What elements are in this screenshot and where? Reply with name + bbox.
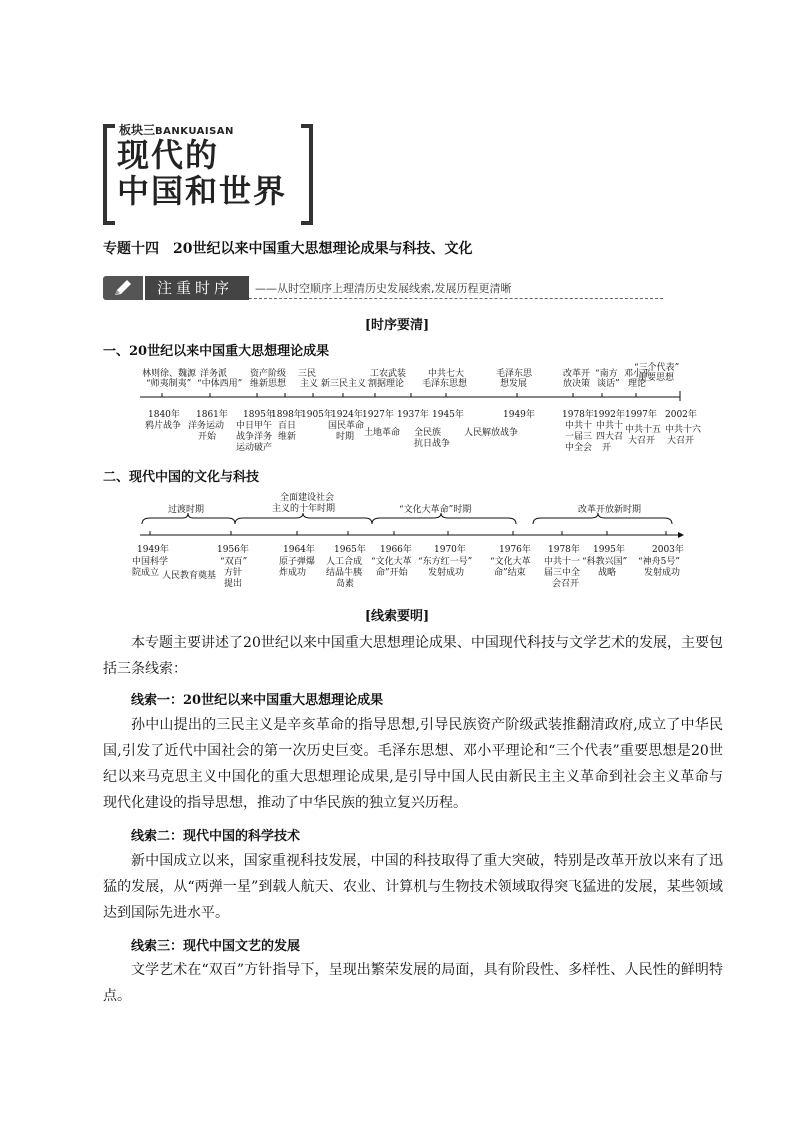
tl1-year-12: 1997年 <box>625 410 657 420</box>
intro-paragraph: 本专题主要讲述了20世纪以来中国重大思想理论成果、中国现代科技与文学艺术的发展，主要包括三条线索： <box>103 635 723 677</box>
tl1-year-8: 1945年 <box>432 410 464 420</box>
tl1-below-2: 开始 <box>198 432 217 442</box>
tl1-below-15: 一届三 <box>565 432 593 442</box>
tl1-year-7: 1937年 <box>397 410 429 420</box>
tl2-below-11: “文化大革 <box>371 557 412 567</box>
tl2-below-0: 中国科学 <box>132 557 169 567</box>
tl2-below-12: 命”开始 <box>376 568 408 578</box>
tl2-below-10: 岛素 <box>336 579 355 589</box>
tl2-year-1: 1956年 <box>217 545 249 555</box>
right-bracket <box>301 124 313 225</box>
tl2-below-21: 战略 <box>598 568 617 578</box>
clue3-text: 文学艺术在“双百”方针指导下，呈现出繁荣发展的局面，具有阶段性、多样性、人民性的鲜明特点。 <box>103 962 723 1004</box>
tl1-below-10: 土地革命 <box>364 428 401 438</box>
tl1-year-3: 1898年 <box>271 410 303 420</box>
tl1-below-13: 人民解放战争 <box>464 428 519 438</box>
left-bracket <box>103 124 115 225</box>
tl1-below-6: 百日 <box>278 421 297 431</box>
tl2-below-13: “东方红一号” <box>418 557 473 567</box>
tl1-above-10: 割据理论 <box>368 379 405 389</box>
tl1-year-10: 1978年 <box>562 410 594 420</box>
tl2-below-14: 发射成功 <box>428 568 465 578</box>
tl2-below-18: 届三中全 <box>544 568 581 578</box>
clue3-title: 线索三：现代中国文艺的发展 <box>131 939 301 954</box>
part1-heading: 一、20世纪以来中国重大思想理论成果 <box>103 344 330 359</box>
tl1-below-21: 大召开 <box>628 436 656 446</box>
tl2-below-15: “文化大革 <box>490 557 531 567</box>
tl1-above-7: 主义 <box>300 379 319 389</box>
tl2-below-23: 发射成功 <box>644 568 681 578</box>
clue-heading: [线索要明] <box>364 609 430 624</box>
tl2-below-19: 会召开 <box>552 579 580 589</box>
tl1-year-11: 1992年 <box>593 410 625 420</box>
tl2-below-5: 提出 <box>224 579 243 589</box>
tl1-above-6: 三民 <box>298 369 317 379</box>
tl1-year-9: 1949年 <box>503 410 535 420</box>
section-bar-label: 注重时序 <box>145 276 249 300</box>
tl1-below-14: 中共十 <box>565 421 593 431</box>
tl1-below-9: 时期 <box>336 432 355 442</box>
tl2-below-20: “科教兴国” <box>582 557 628 567</box>
clue1-text: 孙中山提出的三民主义是辛亥革命的指导思想,引导民族资产阶级武装推翻清政府,成立了中华民国,引发了近代中国社会的第一次历史巨变。毛泽东思想、邓小平理论和“三个代表”重要思想是20世纪以来马克思主义中国化的重大思想理论成果,是引导中国人民由新民主主义革命到社会主义革命与现代化建设的指导思想，推动了中华民族的独立复兴历程。 <box>103 717 723 811</box>
tl2-below-3: “双百” <box>220 557 248 567</box>
tl2-year-3: 1965年 <box>334 545 366 555</box>
tl2-period-0: 过渡时期 <box>168 505 205 515</box>
clue2-title: 线索二：现代中国的科学技术 <box>131 829 301 844</box>
tl1-below-8: 国民革命 <box>328 421 365 431</box>
tl2-period-3: “文化大革命”时期 <box>399 505 472 515</box>
section-bar <box>103 276 663 302</box>
tl1-below-3: 中日甲午 <box>236 421 273 431</box>
tl2-year-6: 1976年 <box>499 545 531 555</box>
clue2-text: 新中国成立以来，国家重视科技发展，中国的科技取得了重大突破，特别是改革开放以来有了迅猛的发展，从“两弹一星”到载人航天、农业、计算机与生物技术领域取得突飞猛进的发展，某些领域达到国际先进水平。 <box>103 853 723 921</box>
tl2-below-17: 中共十一 <box>544 557 581 567</box>
tl1-above-21: “三个代表” <box>634 363 680 373</box>
tl1-below-11: 全民族 <box>414 428 442 438</box>
tl2-year-7: 1978年 <box>548 545 580 555</box>
tl1-above-12: 毛泽东思想 <box>422 379 468 389</box>
tl1-below-5: 运动破产 <box>236 443 273 453</box>
tl1-above-15: 改革开 <box>563 369 591 379</box>
tl2-below-22: “神舟5号” <box>638 557 680 567</box>
tl2-year-0: 1949年 <box>137 545 169 555</box>
tl2-year-9: 2003年 <box>652 545 684 555</box>
tl1-above-2: 洋务派 <box>200 369 228 379</box>
tl1-above-19: 邓小平 <box>624 369 652 379</box>
timeline-culture-science <box>0 490 794 595</box>
tl2-year-4: 1966年 <box>380 545 412 555</box>
tl1-below-18: 四大召 <box>596 432 624 442</box>
tl2-below-16: 命”结束 <box>494 568 526 578</box>
part2-heading: 二、现代中国的文化与科技 <box>103 470 260 485</box>
banner-title-line1: 现代的 <box>117 136 220 174</box>
tl1-below-22: 中共十六 <box>665 425 702 435</box>
timeline-heading: [时序要清] <box>364 318 430 333</box>
tl1-below-7: 维新 <box>278 432 297 442</box>
tl1-year-0: 1840年 <box>148 410 180 420</box>
tl1-above-16: 放决策 <box>563 379 591 389</box>
tl2-below-2: 人民教育奠基 <box>162 571 217 581</box>
tl1-below-23: 大召开 <box>667 436 695 446</box>
tl2-below-9: 结晶牛胰 <box>326 568 363 578</box>
tl1-above-18: 谈话” <box>597 379 620 389</box>
tl1-below-12: 抗日战争 <box>414 439 451 449</box>
tl1-below-20: 中共十五 <box>625 425 662 435</box>
tl1-above-11: 中共七大 <box>428 369 465 379</box>
tl2-year-8: 1995年 <box>593 545 625 555</box>
tl1-below-4: 战争洋务 <box>236 432 273 442</box>
tl1-above-14: 想发展 <box>500 379 528 389</box>
tl1-above-13: 毛泽东思 <box>496 369 533 379</box>
tl1-below-17: 中共十 <box>596 421 624 431</box>
clue1-title: 线索一：20世纪以来中国重大思想理论成果 <box>131 693 384 708</box>
banner-tag: 板块三BANKUAISAN <box>119 123 234 137</box>
section-banner <box>103 124 313 219</box>
tl1-year-6: 1927年 <box>362 410 394 420</box>
tl1-year-5: 1924年 <box>331 410 363 420</box>
tl1-year-1: 1861年 <box>196 410 228 420</box>
tl1-below-1: 洋务运动 <box>188 421 225 431</box>
tl1-above-1: “师夷制夷” <box>146 379 192 389</box>
tl2-period-1: 全面建设社会 <box>280 493 335 503</box>
tl2-below-7: 炸成功 <box>279 568 307 578</box>
tl2-below-1: 院成立 <box>132 568 160 578</box>
tl2-below-8: 人工合成 <box>326 557 363 567</box>
tl1-below-19: 开 <box>602 443 612 453</box>
topic-title: 专题十四 20世纪以来中国重大思想理论成果与科技、文化 <box>103 241 473 257</box>
tl1-above-9: 工农武装 <box>370 369 407 379</box>
dashed-divider <box>249 298 663 299</box>
tl2-below-4: 方针 <box>224 568 243 578</box>
tl2-below-6: 原子弹爆 <box>279 557 316 567</box>
timeline-ideology <box>0 360 794 460</box>
tl1-above-4: 资产阶级 <box>250 369 287 379</box>
banner-title-line2: 中国和世界 <box>117 172 288 210</box>
tl1-above-5: 维新思想 <box>250 379 287 389</box>
tl1-below-0: 鸦片战争 <box>145 421 182 431</box>
tl1-above-8: 新三民主义 <box>321 379 367 389</box>
section-bar-subtitle: ——从时空顺序上理清历史发展线索,发展历程更清晰 <box>255 282 512 295</box>
tl1-year-2: 1895年 <box>243 410 275 420</box>
tl2-year-5: 1970年 <box>434 545 466 555</box>
tl2-period-2: 主义的十年时期 <box>272 504 336 514</box>
tl1-year-4: 1905年 <box>301 410 333 420</box>
tl1-above-3: “中体西用” <box>197 379 243 389</box>
tl1-above-20: 理论 <box>628 379 647 389</box>
tl1-above-22: 重要思想 <box>638 373 675 383</box>
tl2-period-4: 改革开放新时期 <box>578 505 642 515</box>
tl2-year-2: 1964年 <box>283 545 315 555</box>
pen-icon <box>103 276 143 300</box>
tl1-year-13: 2002年 <box>665 410 697 420</box>
tl1-above-17: “南方 <box>595 369 618 379</box>
tl1-below-16: 中全会 <box>565 443 593 453</box>
tl1-above-0: 林则徐、魏源 <box>142 369 197 379</box>
